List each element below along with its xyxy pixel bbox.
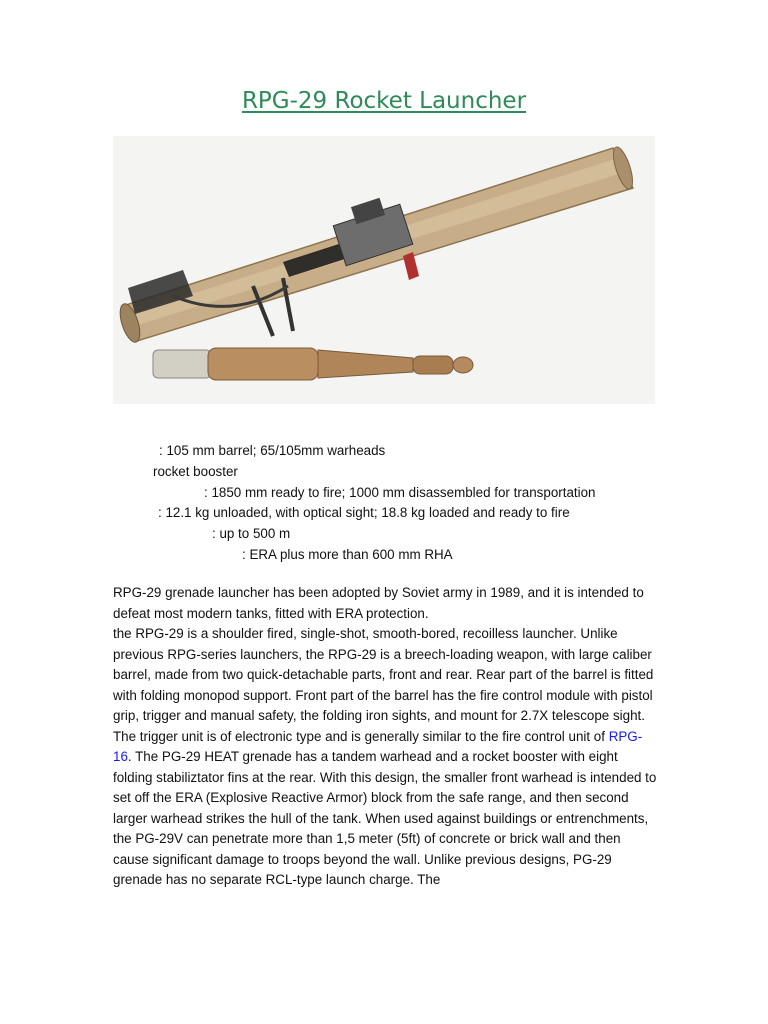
rpg16-link[interactable]: RPG-16 xyxy=(113,728,643,764)
spec-length-value: : 1850 mm ready to fire; 1000 mm disassembled for transportation xyxy=(204,484,596,500)
description-part-2: . The PG-29 HEAT grenade has a tandem warhead and a rocket booster with eight folding stabiliztator fins at the rear. With this design, the smaller front warhead is intended to set off the ERA (Explosive Reactive Armor) block from the safe range, and then second larger warhead strikes the hull of the tank. When used against buildings or entrenchments, the PG-29V can penetrate more than 1,5 meter (5ft) of concrete or brick wall and then cause significant damage to troops beyond the wall. Unlike previous designs, PG-29 grenade has no separate RCL-type launch charge. The xyxy=(113,749,657,887)
description-paragraph xyxy=(113,624,658,891)
spec-caliber xyxy=(0,441,768,462)
spec-weight xyxy=(0,503,768,524)
grenade-booster xyxy=(153,350,211,378)
spec-booster-value: rocket booster xyxy=(153,463,238,479)
description-part-1: the RPG-29 is a shoulder fired, single-shot, smooth-bored, recoilless launcher. Unlike previous RPG-series launchers, the RPG-29 is a breech-loading weapon, with large caliber barrel, made from two quick-detachable parts, front and rear. Rear part of the barrel is fitted with folding monopod support. Front part of the barrel has the fire control module with pistol grip, trigger and manual safety, the folding iron sights, and mount for 2.7X telescope sight. The trigger unit is of electronic type and is generally similar to the fire control unit of xyxy=(113,626,654,744)
spec-length xyxy=(0,483,768,504)
rocket-launcher-photo xyxy=(113,136,655,404)
grenade-warhead xyxy=(208,348,318,380)
intro-paragraph: RPG-29 grenade launcher has been adopted by Soviet army in 1989, and it is intended to defeat most modern tanks, fitted with ERA protection. xyxy=(113,585,644,621)
article-body xyxy=(113,583,658,891)
spec-weight-value: : 12.1 kg unloaded, with optical sight; 18.8 kg loaded and ready to fire xyxy=(158,505,570,521)
rpg29-photo xyxy=(113,136,655,404)
page-title: RPG-29 Rocket Launcher xyxy=(241,88,527,114)
spec-caliber-value: : 105 mm barrel; 65/105mm warheads xyxy=(159,443,386,458)
spec-booster xyxy=(0,462,768,483)
spec-range-value: : up to 500 m xyxy=(212,526,291,542)
spec-penetration xyxy=(0,545,768,566)
spec-penetration-value: : ERA plus more than 600 mm RHA xyxy=(242,546,453,562)
specifications-list xyxy=(0,441,768,566)
spec-range xyxy=(0,524,768,545)
